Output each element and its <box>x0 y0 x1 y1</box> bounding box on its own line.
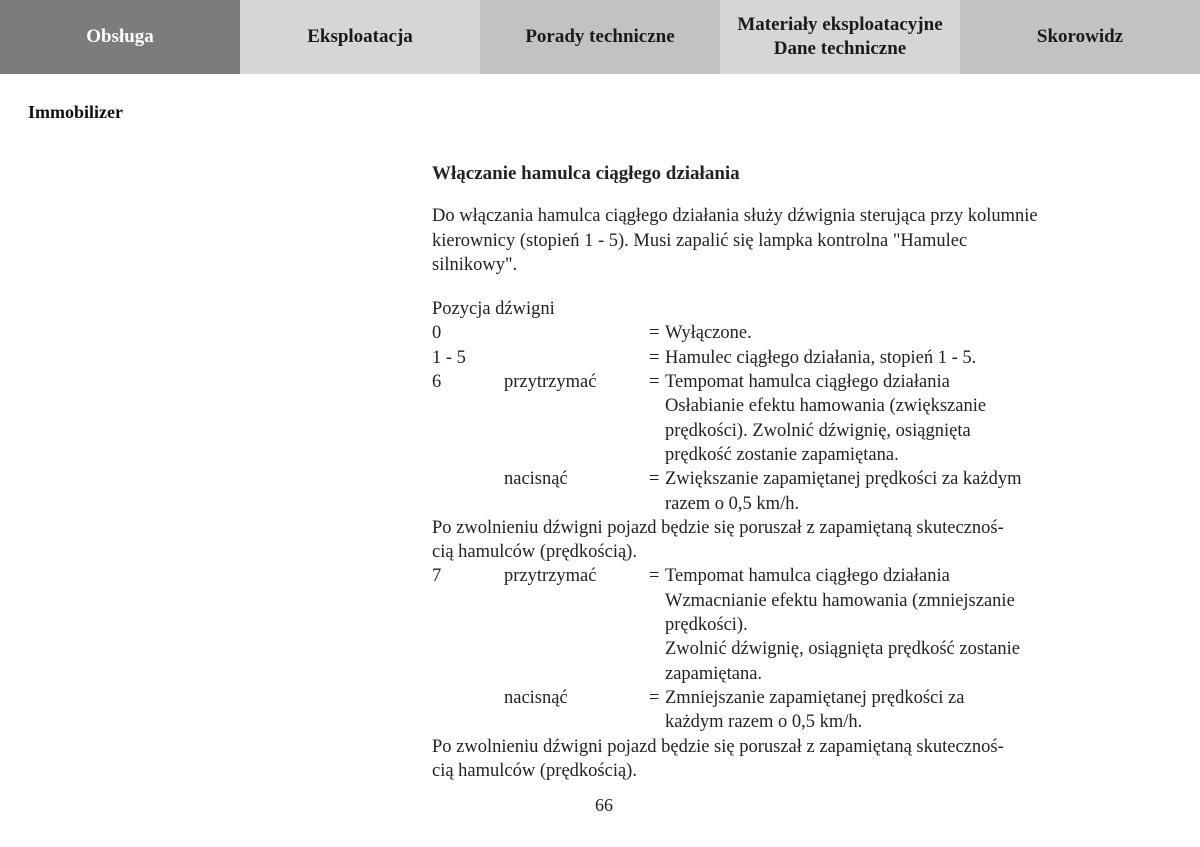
note-line: cią hamulców (prędkością). <box>432 760 637 781</box>
description-cell: każdym razem o 0,5 km/h. <box>665 712 863 733</box>
position-cell <box>432 589 504 613</box>
tab-label: Skorowidz <box>1036 26 1124 47</box>
equals-cell: = <box>649 687 660 708</box>
equals-cell <box>649 637 665 661</box>
tab-obsluga[interactable] <box>0 0 240 74</box>
page-content <box>432 160 1072 783</box>
position-cell <box>432 394 504 418</box>
position-cell <box>432 467 504 491</box>
table-row <box>432 419 1072 443</box>
position-cell <box>432 443 504 467</box>
position-cell: 6 <box>432 372 442 393</box>
tab-skorowidz[interactable] <box>960 0 1200 74</box>
equals-cell: = <box>649 323 660 344</box>
intro-paragraph: Do włączania hamulca ciągłego działania służy dźwignia sterująca przy kolumnie kierownicy (stopień 1 - 5). Musi zapalić się lampka kontrolna "Hamulec silnikowy". <box>432 206 1038 275</box>
equals-cell: = <box>649 566 660 587</box>
description-cell: Osłabianie efektu hamowania (zwiększanie <box>665 396 987 417</box>
table-row <box>432 589 1072 613</box>
description-cell: Wyłączone. <box>665 323 752 344</box>
table-row <box>432 662 1072 686</box>
description-cell: Tempomat hamulca ciągłego działania <box>665 372 950 393</box>
table-row <box>432 346 1072 370</box>
table-row <box>432 321 1072 345</box>
description-cell: Zwolnić dźwignię, osiągnięta prędkość zostanie <box>665 639 1020 660</box>
action-cell: nacisnąć <box>504 469 568 490</box>
action-cell <box>504 492 649 516</box>
position-cell <box>432 613 504 637</box>
note-line: Po zwolnieniu dźwigni pojazd będzie się poruszał z zapamiętaną skutecznoś- <box>432 736 1004 757</box>
tab-label: Obsługa <box>86 26 154 47</box>
description-cell: prędkość zostanie zapamiętana. <box>665 444 899 465</box>
action-cell <box>504 589 649 613</box>
position-cell: 7 <box>432 566 442 587</box>
description-cell: Wzmacnianie efektu hamowania (zmniejszanie <box>665 590 1015 611</box>
table-row <box>432 710 1072 734</box>
tab-label: Eksploatacja <box>307 26 413 47</box>
table-row <box>432 394 1072 418</box>
position-cell: 1 - 5 <box>432 347 466 368</box>
lever-position-table <box>432 564 1072 734</box>
position-cell: 0 <box>432 323 442 344</box>
description-cell: zapamiętana. <box>665 663 763 684</box>
action-cell: nacisnąć <box>504 687 568 708</box>
content-heading: Włączanie hamulca ciągłego działania <box>432 163 740 184</box>
description-cell: razem o 0,5 km/h. <box>665 493 800 514</box>
tab-materialy-dane[interactable] <box>720 0 960 74</box>
tab-label: Porady techniczne <box>525 26 675 47</box>
top-navigation <box>0 0 1200 74</box>
equals-cell <box>649 710 665 734</box>
action-cell <box>504 321 649 345</box>
action-cell <box>504 662 649 686</box>
position-cell <box>432 662 504 686</box>
table-row <box>432 637 1072 661</box>
note-line: cią hamulców (prędkością). <box>432 542 637 563</box>
description-cell: Hamulec ciągłego działania, stopień 1 - 5. <box>665 347 977 368</box>
equals-cell <box>649 492 665 516</box>
action-cell <box>504 419 649 443</box>
action-cell <box>504 613 649 637</box>
action-cell <box>504 394 649 418</box>
action-cell: przytrzymać <box>504 566 597 587</box>
table-row <box>432 564 1072 588</box>
equals-cell: = <box>649 372 660 393</box>
equals-cell <box>649 613 665 637</box>
action-cell: przytrzymać <box>504 372 597 393</box>
action-cell <box>504 346 649 370</box>
table-row <box>432 370 1072 394</box>
table-row <box>432 613 1072 637</box>
table-row <box>432 492 1072 516</box>
position-cell <box>432 492 504 516</box>
tab-label: Materiały eksploatacyjne Dane techniczne <box>737 14 943 59</box>
equals-cell <box>649 394 665 418</box>
table-row <box>432 467 1072 491</box>
description-cell: prędkości). Zwolnić dźwignię, osiągnięta <box>665 420 971 441</box>
description-cell: Zwiększanie zapamiętanej prędkości za każdym <box>665 469 1022 490</box>
position-cell <box>432 710 504 734</box>
section-title: Immobilizer <box>28 102 123 122</box>
equals-cell: = <box>649 347 660 368</box>
equals-cell <box>649 589 665 613</box>
tab-eksploatacja[interactable] <box>240 0 480 74</box>
table-row <box>432 443 1072 467</box>
page-number: 66 <box>595 795 613 815</box>
equals-cell <box>649 419 665 443</box>
equals-cell <box>649 662 665 686</box>
position-cell <box>432 686 504 710</box>
description-cell: Zmniejszanie zapamiętanej prędkości za <box>665 687 965 708</box>
action-cell <box>504 443 649 467</box>
lever-position-table <box>432 321 1072 515</box>
equals-cell: = <box>649 469 660 490</box>
table-row <box>432 686 1072 710</box>
description-cell: Tempomat hamulca ciągłego działania <box>665 566 950 587</box>
tab-porady-techniczne[interactable] <box>480 0 720 74</box>
equals-cell <box>649 443 665 467</box>
description-cell: prędkości). <box>665 615 748 636</box>
position-cell <box>432 419 504 443</box>
table-title: Pozycja dźwigni <box>432 299 555 320</box>
action-cell <box>504 710 649 734</box>
action-cell <box>504 637 649 661</box>
position-cell <box>432 637 504 661</box>
note-line: Po zwolnieniu dźwigni pojazd będzie się poruszał z zapamiętaną skutecznoś- <box>432 517 1004 538</box>
